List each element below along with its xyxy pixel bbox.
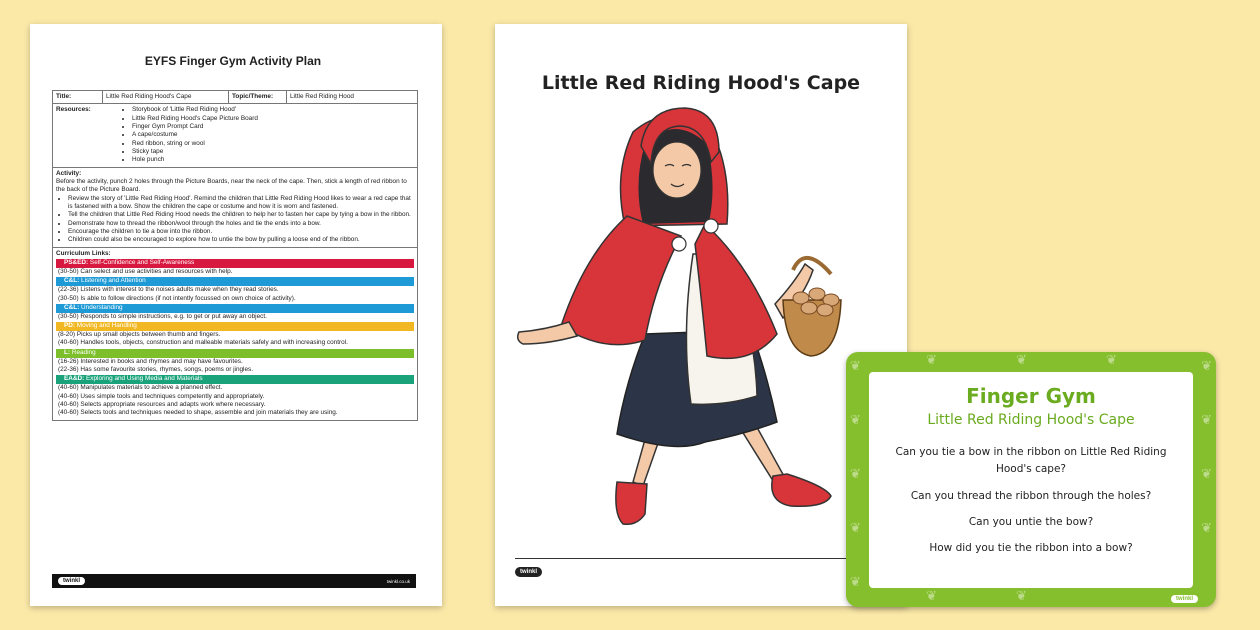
activity-step: • Review the story of 'Little Red Riding Hood'. Remind the children that Little Red Riding Hood likes to wear a red cape that is fastened with a bow. Show the children the cape or costume and how it is worn and fastened. — [68, 195, 414, 212]
curriculum-area: Listening and Attention — [79, 277, 146, 285]
finger-gym-prompt-card — [846, 352, 1216, 607]
twinkl-logo-icon: twinkl — [58, 577, 85, 585]
bow-pattern-icon: ❦ — [926, 352, 937, 367]
cape-button-icon — [704, 219, 718, 233]
twinkl-logo-icon: twinkl — [1171, 595, 1198, 603]
card-content — [869, 372, 1193, 588]
curriculum-area: Moving and Handling — [75, 322, 137, 330]
curriculum-area: Exploring and Using Media and Materials — [84, 375, 203, 383]
cape-button-icon — [672, 237, 686, 251]
plan-footer-url: twinkl.co.uk — [386, 578, 410, 584]
curriculum-area: Understanding — [79, 303, 123, 311]
resources-label: Resources: — [56, 106, 91, 114]
curriculum-statement: (22-36) Listens with interest to the noises adults make when they read stories. — [58, 286, 279, 294]
activity-step: • Encourage the children to tie a bow into the ribbon. — [68, 228, 414, 236]
bow-pattern-icon: ❦ — [850, 520, 861, 535]
red-riding-hood-illustration — [505, 104, 897, 544]
right-shoe-icon — [772, 474, 831, 506]
card-question: Can you thread the ribbon through the holes? — [910, 489, 1152, 502]
resource-item: • Little Red Riding Hood's Cape Picture Board — [132, 115, 258, 123]
title-value: Little Red Riding Hood's Cape — [103, 91, 229, 104]
curriculum-statement: (16-26) Interested in books and rhymes and may have favourites. — [58, 357, 243, 365]
topic-value: Little Red Riding Hood — [287, 91, 418, 104]
bow-pattern-icon: ❦ — [850, 358, 861, 373]
board-footer — [515, 558, 887, 584]
activity-step: • Children could also be encouraged to explore how to untie the bow by pulling a loose end of the ribbon. — [68, 236, 414, 244]
topic-label: Topic/Theme: — [229, 91, 287, 104]
resource-item: • Storybook of 'Little Red Riding Hood' — [132, 106, 258, 114]
activity-label: Activity: — [56, 169, 82, 177]
curriculum-area: Reading — [70, 348, 96, 356]
resource-item: • A cape/costume — [132, 131, 258, 139]
activity-plan-sheet — [30, 24, 442, 606]
activity-intro: Before the activity, punch 2 holes through the Picture Boards, near the neck of the cape. Then, stick a length of red ribbon to the back of the Picture Board. — [56, 177, 407, 194]
bow-pattern-icon: ❦ — [1016, 588, 1027, 603]
bow-pattern-icon: ❦ — [1201, 520, 1212, 535]
resource-item: • Sticky tape — [132, 148, 258, 156]
curriculum-statement: (8-20) Picks up small objects between thumb and fingers. — [58, 331, 221, 339]
card-question: How did you tie the ribbon into a bow? — [929, 542, 1133, 555]
curriculum-statement: (40-60) Selects appropriate resources and adapts work where necessary. — [58, 401, 266, 408]
curriculum-code: C&L: — [64, 277, 80, 285]
bow-pattern-icon: ❦ — [850, 574, 861, 589]
curriculum-area-bar — [56, 349, 414, 358]
curriculum-list — [56, 259, 414, 418]
curriculum-area-bar — [56, 322, 414, 331]
curriculum-statement: (40-60) Uses simple tools and techniques competently and appropriately. — [58, 392, 265, 400]
bow-pattern-icon: ❦ — [850, 412, 861, 427]
board-title: Little Red Riding Hood's Cape — [541, 72, 861, 94]
activity-step: • Tell the children that Little Red Riding Hood needs the children to help her to fasten her cape by tying a bow in the ribbon. — [68, 211, 414, 219]
resource-item: • Hole punch — [132, 156, 258, 164]
card-question: Can you tie a bow in the ribbon on Little Red Riding Hood's cape? — [895, 446, 1167, 476]
curriculum-area-bar — [56, 277, 414, 286]
bow-pattern-icon: ❦ — [1201, 412, 1212, 427]
curriculum-code: PD: — [64, 322, 76, 330]
plan-footer — [52, 574, 416, 588]
resource-item: • Red ribbon, string or wool — [132, 140, 258, 148]
activity-cell — [53, 167, 418, 247]
curriculum-cell — [53, 247, 418, 420]
curriculum-statement: (40-60) Selects tools and techniques needed to shape, assemble and join materials they are using. — [58, 409, 338, 417]
bow-pattern-icon: ❦ — [1106, 352, 1117, 367]
resources-cell — [53, 104, 418, 167]
bow-pattern-icon: ❦ — [1016, 352, 1027, 367]
bow-pattern-icon: ❦ — [1201, 466, 1212, 481]
curriculum-code: L: — [64, 348, 71, 356]
curriculum-code: EA&D: — [64, 375, 85, 383]
bow-pattern-icon: ❦ — [1201, 358, 1212, 373]
bow-pattern-icon: ❦ — [926, 588, 937, 603]
curriculum-area-bar — [56, 259, 414, 268]
curriculum-statement: (30-50) Is able to follow directions (if not intently focussed on own choice of activity). — [58, 294, 296, 302]
card-title: Finger Gym — [966, 384, 1096, 408]
twinkl-logo-icon: twinkl — [515, 567, 542, 577]
curriculum-area-bar — [56, 375, 414, 384]
title-label: Title: — [53, 91, 103, 104]
resource-item: • Finger Gym Prompt Card — [132, 123, 258, 131]
curriculum-code: PS&ED: — [64, 258, 89, 266]
curriculum-statement: (22-36) Has some favourite stories, rhymes, songs, poems or jingles. — [58, 366, 253, 374]
card-subtitle: Little Red Riding Hood's Cape — [927, 412, 1135, 428]
activity-step: • Demonstrate how to thread the ribbon/wool through the holes and tie the ends into a bow. — [68, 220, 414, 228]
plan-table — [52, 90, 418, 421]
left-shoe-icon — [616, 482, 647, 524]
plan-title: EYFS Finger Gym Activity Plan — [144, 54, 322, 68]
bow-pattern-icon: ❦ — [850, 466, 861, 481]
curriculum-area: Self-Confidence and Self-Awareness — [88, 258, 195, 266]
curriculum-statement: (40-60) Manipulates materials to achieve a planned effect. — [58, 384, 223, 392]
activity-steps — [56, 195, 414, 245]
curriculum-area-bar — [56, 304, 414, 313]
curriculum-label: Curriculum Links: — [56, 249, 111, 257]
curriculum-statement: (40-60) Handles tools, objects, construction and malleable materials safely and with increasing control. — [58, 339, 348, 347]
card-question: Can you untie the bow? — [968, 515, 1094, 528]
curriculum-statement: (30-50) Can select and use activities and resources with help. — [58, 267, 233, 275]
curriculum-statement: (30-50) Responds to simple instructions, e.g. to get or put away an object. — [58, 312, 267, 320]
curriculum-code: C&L: — [64, 303, 80, 311]
resources-list — [120, 106, 258, 164]
